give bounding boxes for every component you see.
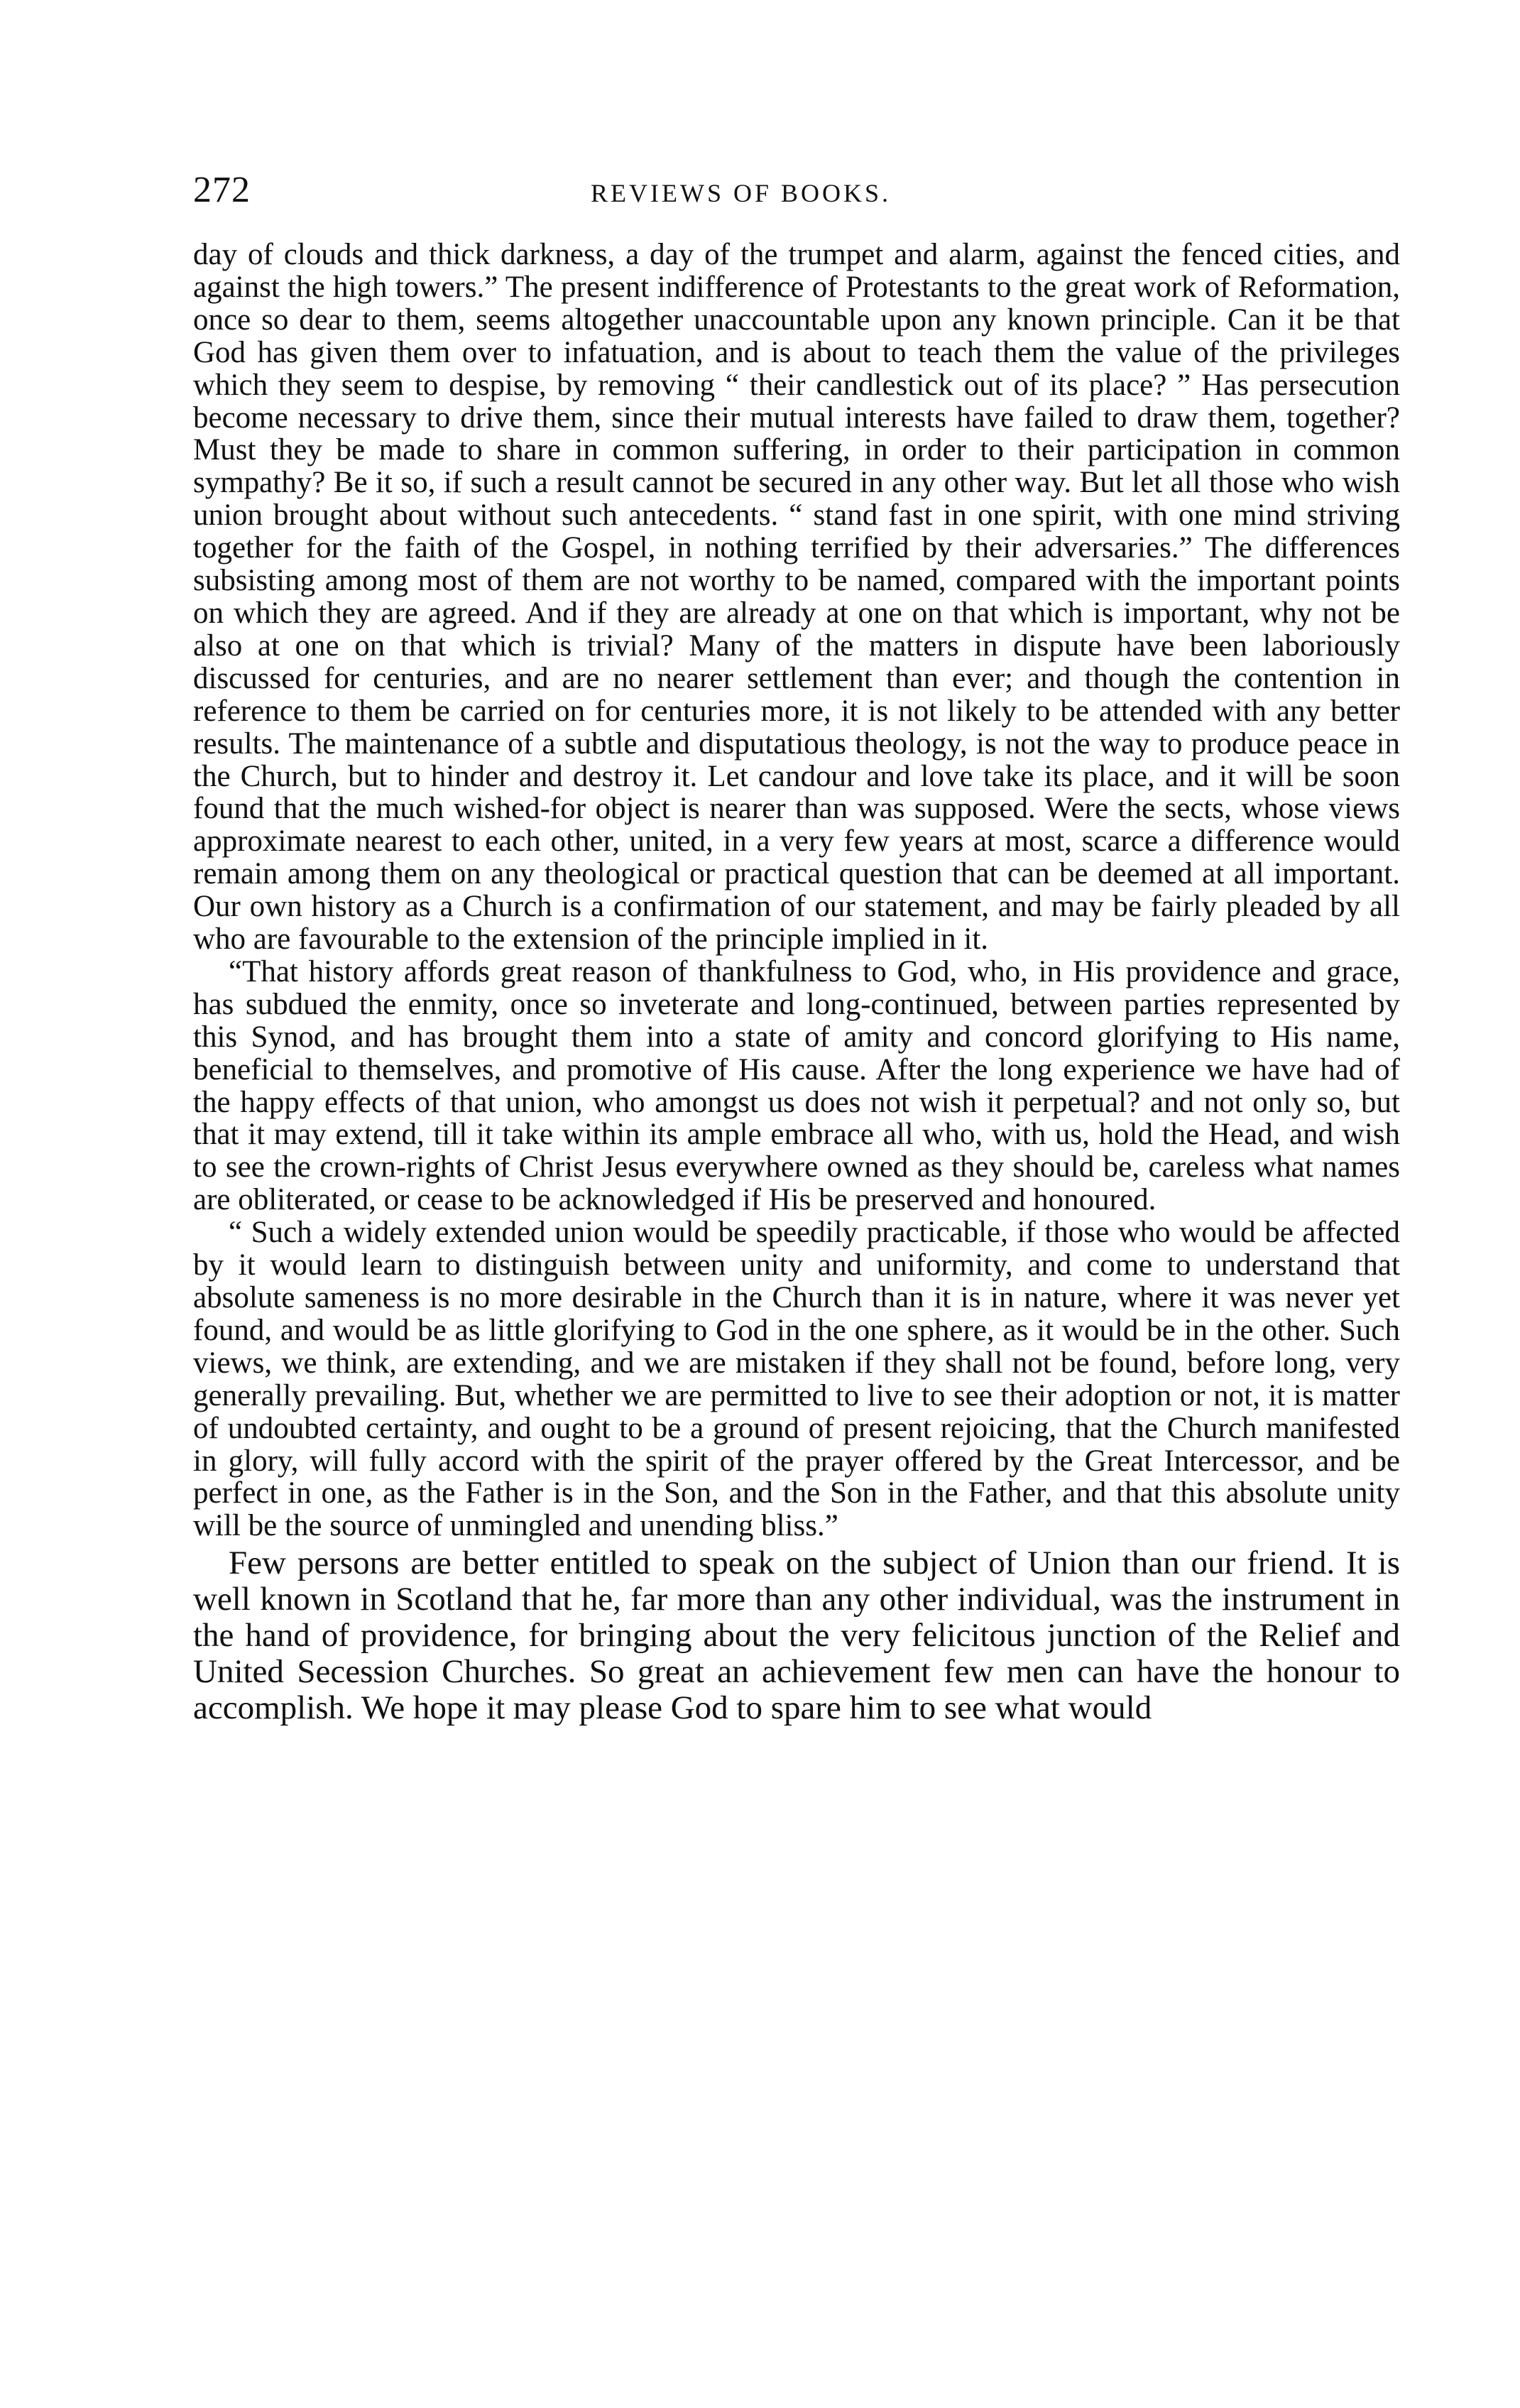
page-number: 272 [193, 170, 251, 210]
paragraph-quote-history: “That history affords great reason of thankfulness to God, who, in His providence and grace, has subdued the enmity, once so inveterate and long-continued, between parties represented by this Synod, and has brought them into a state of amity and concord glorifying to His name, beneficial to themselves, and promotive of His cause. After the long experience we have had of the happy effects of that union, who amongst us does not wish it perpetual? and not only so, but that it may extend, till it take within its ample embrace all who, with us, hold the Head, and wish to see the crown-rights of Christ Jesus everywhere owned as they should be, careless what names are obliterated, or cease to be acknowledged if His be preserved and honoured. [193, 954, 1400, 1217]
body-text [193, 239, 1400, 1726]
page-header [193, 162, 1400, 219]
paragraph-quote-union: “ Such a widely extended union would be speedily practicable, if those who would be affected by it would learn to distinguish between unity and uniformity, and come to understand that absolute sameness is no more desirable in the Church than it is in nature, where it was never yet found, and would be as little glorifying to God in the one sphere, as it would be in the other. Such views, we think, are extending, and we are mistaken if they shall not be found, before long, very generally prevailing. But, whether we are permitted to live to see their adoption or not, it is matter of undoubted certainty, and ought to be a ground of present rejoicing, that the Church manifested in glory, will fully accord with the spirit of the prayer offered by the Great Intercessor, and be perfect in one, as the Father is in the Son, and the Son in the Father, and that this absolute unity will be the source of unmingled and unending bliss.” [193, 1216, 1400, 1543]
paragraph-continuation: day of clouds and thick darkness, a day of the trumpet and alarm, against the fenced cities, and against the high towers.” The present indifference of Protestants to the great work of Reformation, once so dear to them, seems altogether unaccountable upon any known principle. Can it be that God has given them over to infatuation, and is about to teach them the value of the privileges which they seem to despise, by removing “ their candlestick out of its place? ” Has persecution become necessary to drive them, since their mutual interests have failed to draw them, together? Must they be made to share in common suffering, in order to their participation in common sympathy? Be it so, if such a result cannot be secured in any other way. But let all those who wish union brought about without such antecedents. “ stand fast in one spirit, with one mind striving together for the faith of the Gospel, in nothing terrified by their adversaries.” The differences subsisting among most of them are not worthy to be named, compared with the important points on which they are agreed. And if they are already at one on that which is important, why not be also at one on that which is trivial? Many of the matters in dispute have been laboriously discussed for centuries, and are no nearer settlement than ever; and though the contention in reference to them be carried on for centuries more, it is not likely to be attended with any better results. The maintenance of a subtle and disputatious theology, is not the way to produce peace in the Church, but to hinder and destroy it. Let candour and love take its place, and it will be soon found that the much wished-for object is nearer than was supposed. Were the sects, whose views approximate nearest to each other, united, in a very few years at most, scarce a difference would remain among them on any theological or practical question that can be deemed at all important. Our own history as a Church is a confirmation of our statement, and may be fairly pleaded by all who are favourable to the extension of the principle implied in it. [193, 238, 1400, 957]
paragraph-review-commentary: Few persons are better entitled to speak on the subject of Union than our friend. It is well known in Scotland that he, far more than any other individual, was the instrument in the hand of providence, for bringing about the very felicitous junction of the Relief and United Secession Churches. So great an achievement few men can have the honour to accomplish. We hope it may please God to spare him to see what would [193, 1545, 1400, 1727]
running-title: REVIEWS OF BOOKS. [591, 179, 892, 207]
